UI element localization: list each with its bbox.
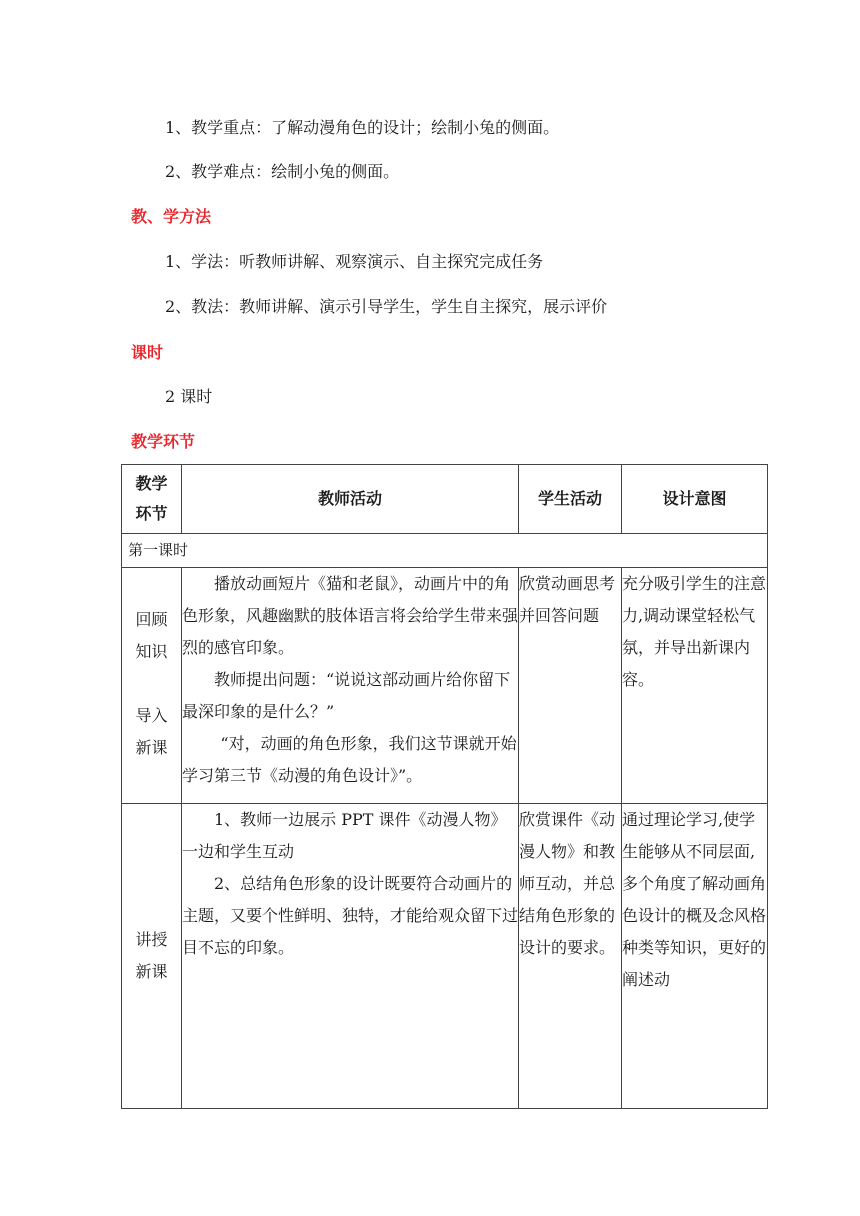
session-label: 第一课时 <box>122 534 768 568</box>
teacher-paragraph: 播放动画短片《猫和老鼠》，动画片中的角色形象，风趣幽默的肢体语言将会给学生带来强烈的感官印象。 <box>182 574 519 657</box>
difficult-point-line: 2、教学难点：绘制小兔的侧面。 <box>165 162 400 181</box>
header-student-activity: 学生活动 <box>519 465 622 534</box>
student-activity-cell: 欣赏课件《动漫人物》和教师互动，并总结角色形象的设计的要求。 <box>519 804 622 1109</box>
teacher-activity-cell <box>182 804 519 1109</box>
table-header-row <box>122 465 768 534</box>
stage-cell <box>122 804 182 1109</box>
teacher-activity-cell <box>182 568 519 804</box>
design-intent-cell <box>622 804 768 1109</box>
student-activity-cell: 欣赏动画思考并回答问题 <box>519 568 622 804</box>
stage-text: 新课 <box>135 962 168 981</box>
hours-heading: 课时 <box>131 343 164 362</box>
key-point-line: 1、教学重点：了解动漫角色的设计；绘制小兔的侧面。 <box>165 118 560 137</box>
header-stage-line1: 教学 <box>135 474 168 493</box>
teacher-paragraph: 1、教师一边展示 PPT 课件《动漫人物》一边和学生互动 <box>182 810 507 861</box>
design-intent-text: 通过理论学习,使学生能够从不同层面,多个角度了解动画角色设计的概及念风格种类等知识，更好的阐述动 <box>622 810 767 989</box>
design-intent-cell: 充分吸引学生的注意力,调动课堂轻松气氛，并导出新课内容。 <box>622 568 768 804</box>
session-row <box>122 534 768 568</box>
methods-heading: 教、学方法 <box>131 207 212 226</box>
teacher-paragraph: “对，动画的角色形象，我们这节课就开始学习第三节《动漫的角色设计》”。 <box>182 734 517 785</box>
header-teacher-activity: 教师活动 <box>182 465 519 534</box>
stage-text: 知识 <box>135 642 168 661</box>
stage-text: 导入 <box>135 706 168 725</box>
teacher-paragraph: 2、总结角色形象的设计既要符合动画片的主题，又要个性鲜明、独特，才能给观众留下过目不忘的印象。 <box>182 874 519 957</box>
table-row <box>122 804 768 1109</box>
steps-heading: 教学环节 <box>131 432 196 451</box>
learning-method-line: 1、学法：听教师讲解、观察演示、自主探究完成任务 <box>165 252 544 271</box>
stage-cell <box>122 568 182 804</box>
header-design-intent: 设计意图 <box>622 465 768 534</box>
lesson-table <box>121 464 768 1109</box>
teacher-paragraph: 教师提出问题：“说说这部动画片给你留下最深印象的是什么？” <box>182 670 511 721</box>
table-row <box>122 568 768 804</box>
stage-text: 新课 <box>135 738 168 757</box>
stage-text: 回顾 <box>135 610 168 629</box>
stage-text: 讲授 <box>135 930 168 949</box>
teaching-method-line: 2、教法：教师讲解、演示引导学生，学生自主探究，展示评价 <box>165 297 608 316</box>
hours-value: 2 课时 <box>165 387 213 406</box>
header-stage <box>122 465 182 534</box>
header-stage-line2: 环节 <box>135 504 168 523</box>
